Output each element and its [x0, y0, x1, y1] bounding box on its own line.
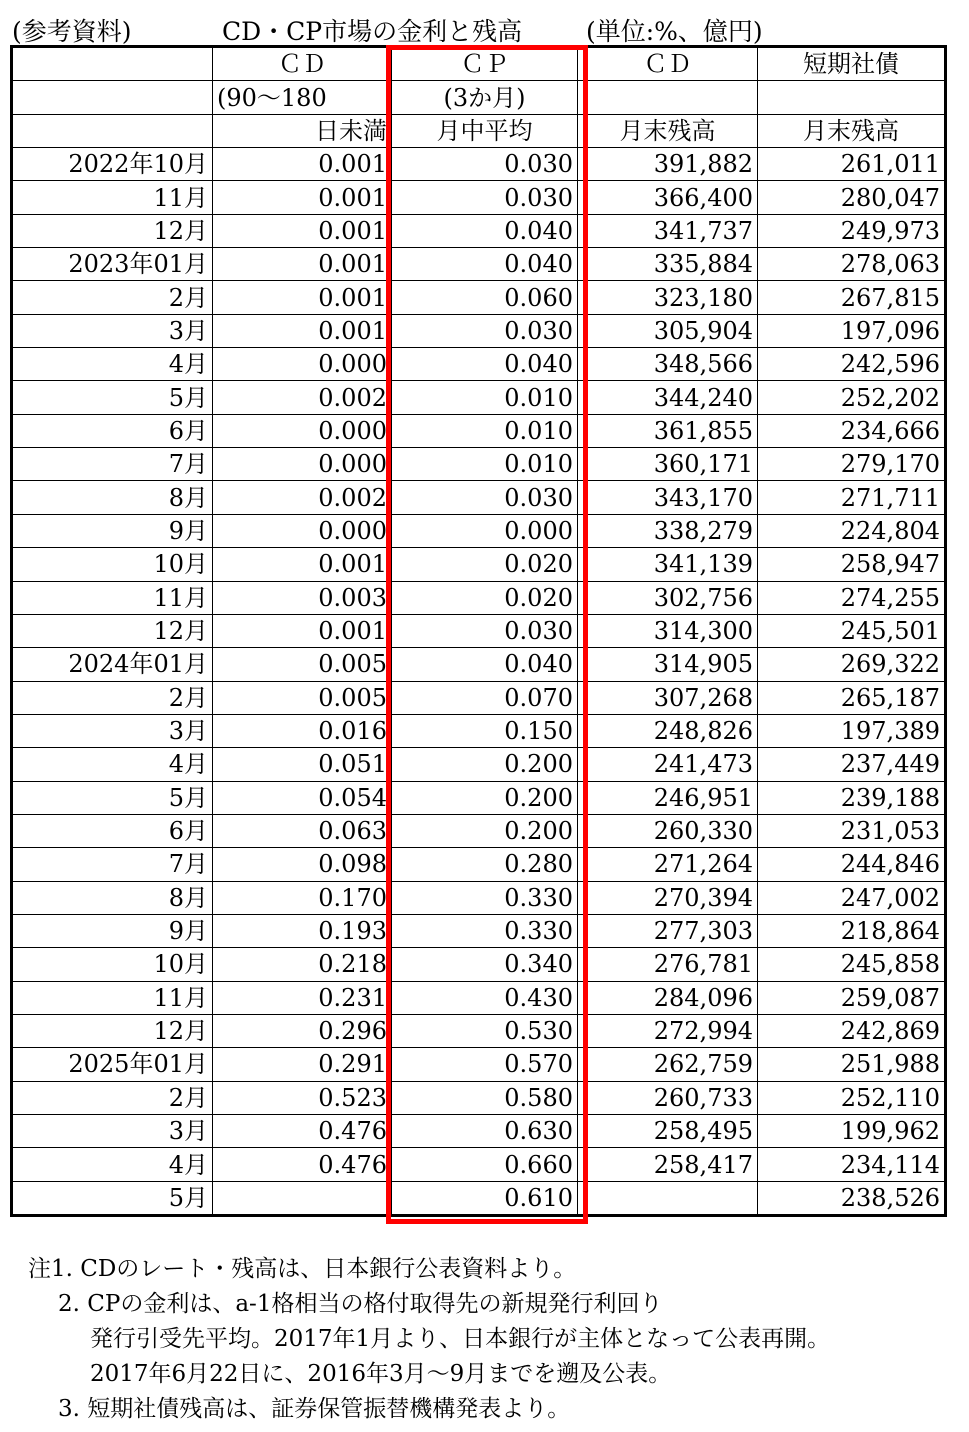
value-cell: 0.003 [213, 581, 392, 614]
row-label-cell: 6月 [12, 814, 213, 847]
value-cell: 199,962 [758, 1115, 946, 1148]
value-cell: 0.001 [213, 214, 392, 247]
value-cell: 0.291 [213, 1048, 392, 1081]
value-cell: 0.098 [213, 848, 392, 881]
header-row-2 [12, 81, 946, 114]
header-row-1 [12, 47, 946, 81]
value-cell: 0.010 [392, 448, 578, 481]
value-cell: 247,002 [758, 881, 946, 914]
table-row [12, 1081, 946, 1114]
value-cell: 366,400 [578, 181, 758, 214]
value-cell: 0.010 [392, 381, 578, 414]
value-cell: 274,255 [758, 581, 946, 614]
table-row [12, 748, 946, 781]
header-cell: 短期社債 [758, 47, 946, 81]
table-row [12, 981, 946, 1014]
value-cell: 0.000 [213, 448, 392, 481]
row-label-cell: 7月 [12, 448, 213, 481]
table-row [12, 881, 946, 914]
value-cell: 0.005 [213, 681, 392, 714]
row-label-cell: 11月 [12, 981, 213, 1014]
value-cell: 0.002 [213, 481, 392, 514]
value-cell: 0.580 [392, 1081, 578, 1114]
value-cell: 0.030 [392, 314, 578, 347]
header-cell: 月中平均 [392, 114, 578, 147]
value-cell: 348,566 [578, 348, 758, 381]
value-cell: 0.523 [213, 1081, 392, 1114]
header-cell: (3か月) [392, 81, 578, 114]
row-label-cell: 7月 [12, 848, 213, 881]
value-cell: 0.016 [213, 714, 392, 747]
table-row [12, 248, 946, 281]
footnotes [28, 1252, 830, 1427]
value-cell: 0.280 [392, 848, 578, 881]
value-cell: 0.570 [392, 1048, 578, 1081]
value-cell: 391,882 [578, 148, 758, 181]
value-cell: 271,264 [578, 848, 758, 881]
rates-table-body [12, 47, 946, 1216]
value-cell: 252,202 [758, 381, 946, 414]
value-cell: 0.001 [213, 181, 392, 214]
value-cell: 307,268 [578, 681, 758, 714]
value-cell: 279,170 [758, 448, 946, 481]
value-cell: 360,171 [578, 448, 758, 481]
table-row [12, 914, 946, 947]
value-cell: 0.150 [392, 714, 578, 747]
value-cell: 0.630 [392, 1115, 578, 1148]
value-cell: 248,826 [578, 714, 758, 747]
value-cell: 0.001 [213, 548, 392, 581]
value-cell: 197,096 [758, 314, 946, 347]
value-cell: 338,279 [578, 514, 758, 547]
row-label-cell: 3月 [12, 714, 213, 747]
value-cell: 237,449 [758, 748, 946, 781]
row-label-cell: 8月 [12, 481, 213, 514]
row-label-cell: 5月 [12, 1181, 213, 1215]
row-label-cell: 8月 [12, 881, 213, 914]
value-cell: 265,187 [758, 681, 946, 714]
value-cell: 0.200 [392, 748, 578, 781]
value-cell: 0.170 [213, 881, 392, 914]
value-cell: 258,495 [578, 1115, 758, 1148]
value-cell: 0.330 [392, 881, 578, 914]
value-cell: 344,240 [578, 381, 758, 414]
value-cell: 224,804 [758, 514, 946, 547]
header-cell [12, 47, 213, 81]
value-cell: 252,110 [758, 1081, 946, 1114]
value-cell: 0.000 [213, 514, 392, 547]
table-row [12, 148, 946, 181]
row-label-cell: 2022年10月 [12, 148, 213, 181]
value-cell: 262,759 [578, 1048, 758, 1081]
row-label-cell: 4月 [12, 748, 213, 781]
row-label-cell: 4月 [12, 348, 213, 381]
value-cell: 0.001 [213, 148, 392, 181]
table-row [12, 414, 946, 447]
value-cell: 0.020 [392, 548, 578, 581]
value-cell: 302,756 [578, 581, 758, 614]
value-cell: 314,905 [578, 648, 758, 681]
row-label-cell: 2月 [12, 281, 213, 314]
value-cell: 277,303 [578, 914, 758, 947]
value-cell: 0.610 [392, 1181, 578, 1215]
header-cell: 日未満 [213, 114, 392, 147]
row-label-cell: 3月 [12, 1115, 213, 1148]
value-cell: 242,869 [758, 1014, 946, 1047]
table-row [12, 214, 946, 247]
value-cell: 238,526 [758, 1181, 946, 1215]
value-cell: 0.030 [392, 481, 578, 514]
value-cell: 260,330 [578, 814, 758, 847]
header-cell: (90～180 [213, 81, 392, 114]
value-cell: 280,047 [758, 181, 946, 214]
table-row [12, 348, 946, 381]
value-cell: 341,737 [578, 214, 758, 247]
table-row [12, 281, 946, 314]
row-label-cell: 11月 [12, 581, 213, 614]
note-1: 注1. CDのレート・残高は、日本銀行公表資料より。 [28, 1256, 577, 1282]
table-row [12, 948, 946, 981]
value-cell: 335,884 [578, 248, 758, 281]
row-label-cell: 2023年01月 [12, 248, 213, 281]
row-label-cell: 2月 [12, 1081, 213, 1114]
note-2: 2. CPの金利は、a-1格相当の格付取得先の新規発行利回り [58, 1291, 663, 1317]
row-label-cell: 11月 [12, 181, 213, 214]
value-cell: 0.005 [213, 648, 392, 681]
value-cell: 0.218 [213, 948, 392, 981]
row-label-cell: 9月 [12, 514, 213, 547]
header-cell [12, 81, 213, 114]
value-cell: 272,994 [578, 1014, 758, 1047]
table-row [12, 1048, 946, 1081]
value-cell: 0.660 [392, 1148, 578, 1181]
value-cell: 276,781 [578, 948, 758, 981]
table-row [12, 1148, 946, 1181]
table-row [12, 381, 946, 414]
value-cell: 197,389 [758, 714, 946, 747]
value-cell [578, 1181, 758, 1215]
header-cell [578, 81, 758, 114]
header-cell: ＣＤ [213, 47, 392, 81]
value-cell: 0.340 [392, 948, 578, 981]
value-cell: 244,846 [758, 848, 946, 881]
row-label-cell: 12月 [12, 614, 213, 647]
row-label-cell: 5月 [12, 781, 213, 814]
value-cell: 267,815 [758, 281, 946, 314]
value-cell: 341,139 [578, 548, 758, 581]
value-cell: 249,973 [758, 214, 946, 247]
value-cell: 0.200 [392, 814, 578, 847]
value-cell: 0.001 [213, 614, 392, 647]
value-cell: 0.200 [392, 781, 578, 814]
value-cell: 0.060 [392, 281, 578, 314]
value-cell: 0.040 [392, 348, 578, 381]
value-cell: 0.476 [213, 1115, 392, 1148]
value-cell: 0.001 [213, 314, 392, 347]
value-cell: 246,951 [578, 781, 758, 814]
value-cell: 0.000 [213, 348, 392, 381]
table-row [12, 181, 946, 214]
value-cell: 260,733 [578, 1081, 758, 1114]
value-cell: 284,096 [578, 981, 758, 1014]
value-cell: 0.030 [392, 181, 578, 214]
value-cell: 0.063 [213, 814, 392, 847]
value-cell: 305,904 [578, 314, 758, 347]
table-row [12, 1181, 946, 1215]
table-row [12, 648, 946, 681]
table-row [12, 548, 946, 581]
table-row [12, 581, 946, 614]
unit-label: (単位:%、億円) [586, 17, 763, 46]
value-cell: 0.040 [392, 214, 578, 247]
header-cell: ＣＤ [578, 47, 758, 81]
value-cell: 278,063 [758, 248, 946, 281]
value-cell: 343,170 [578, 481, 758, 514]
row-label-cell: 6月 [12, 414, 213, 447]
value-cell: 245,858 [758, 948, 946, 981]
table-row [12, 848, 946, 881]
row-label-cell: 2月 [12, 681, 213, 714]
value-cell: 0.530 [392, 1014, 578, 1047]
value-cell: 245,501 [758, 614, 946, 647]
row-label-cell: 3月 [12, 314, 213, 347]
value-cell: 251,988 [758, 1048, 946, 1081]
row-label-cell: 9月 [12, 914, 213, 947]
value-cell: 234,666 [758, 414, 946, 447]
table-row [12, 314, 946, 347]
header-cell [12, 114, 213, 147]
header-row-3 [12, 114, 946, 147]
table-row [12, 481, 946, 514]
note-3: 3. 短期社債残高は、証券保管振替機構発表より。 [58, 1396, 571, 1422]
row-label-cell: 2025年01月 [12, 1048, 213, 1081]
value-cell: 0.296 [213, 1014, 392, 1047]
value-cell: 0.054 [213, 781, 392, 814]
value-cell: 258,947 [758, 548, 946, 581]
value-cell: 323,180 [578, 281, 758, 314]
value-cell: 361,855 [578, 414, 758, 447]
value-cell: 271,711 [758, 481, 946, 514]
header-cell: 月末残高 [758, 114, 946, 147]
value-cell: 270,394 [578, 881, 758, 914]
value-cell: 0.000 [392, 514, 578, 547]
value-cell: 234,114 [758, 1148, 946, 1181]
table-row [12, 714, 946, 747]
row-label-cell: 2024年01月 [12, 648, 213, 681]
value-cell: 269,322 [758, 648, 946, 681]
value-cell: 0.020 [392, 581, 578, 614]
note-2-cont: 発行引受先平均。2017年1月より、日本銀行が主体となって公表再開。 [90, 1326, 831, 1352]
row-label-cell: 10月 [12, 548, 213, 581]
value-cell: 0.030 [392, 614, 578, 647]
reference-label: (参考資料) [12, 17, 132, 46]
header-cell [758, 81, 946, 114]
value-cell: 261,011 [758, 148, 946, 181]
value-cell: 241,473 [578, 748, 758, 781]
row-label-cell: 10月 [12, 948, 213, 981]
table-row [12, 781, 946, 814]
value-cell: 0.002 [213, 381, 392, 414]
value-cell: 0.040 [392, 248, 578, 281]
value-cell: 0.231 [213, 981, 392, 1014]
value-cell: 258,417 [578, 1148, 758, 1181]
value-cell: 0.030 [392, 148, 578, 181]
row-label-cell: 12月 [12, 214, 213, 247]
value-cell [213, 1181, 392, 1215]
value-cell: 239,188 [758, 781, 946, 814]
row-label-cell: 5月 [12, 381, 213, 414]
value-cell: 0.193 [213, 914, 392, 947]
value-cell: 0.010 [392, 414, 578, 447]
table-row [12, 814, 946, 847]
header-cell: ＣＰ [392, 47, 578, 81]
table-row [12, 1115, 946, 1148]
value-cell: 314,300 [578, 614, 758, 647]
header-cell: 月末残高 [578, 114, 758, 147]
page-title: CD・CP市場の金利と残高 [222, 17, 523, 46]
value-cell: 0.040 [392, 648, 578, 681]
value-cell: 259,087 [758, 981, 946, 1014]
rates-table [10, 45, 947, 1217]
title-row [10, 8, 960, 46]
value-cell: 0.000 [213, 414, 392, 447]
value-cell: 0.051 [213, 748, 392, 781]
value-cell: 0.001 [213, 248, 392, 281]
value-cell: 231,053 [758, 814, 946, 847]
value-cell: 242,596 [758, 348, 946, 381]
table-row [12, 448, 946, 481]
value-cell: 218,864 [758, 914, 946, 947]
table-row [12, 681, 946, 714]
value-cell: 0.476 [213, 1148, 392, 1181]
row-label-cell: 4月 [12, 1148, 213, 1181]
value-cell: 0.070 [392, 681, 578, 714]
table-row [12, 1014, 946, 1047]
table-row [12, 514, 946, 547]
row-label-cell: 12月 [12, 1014, 213, 1047]
note-2-cont: 2017年6月22日に、2016年3月～9月までを遡及公表。 [90, 1361, 672, 1387]
value-cell: 0.330 [392, 914, 578, 947]
value-cell: 0.430 [392, 981, 578, 1014]
value-cell: 0.001 [213, 281, 392, 314]
table-row [12, 614, 946, 647]
